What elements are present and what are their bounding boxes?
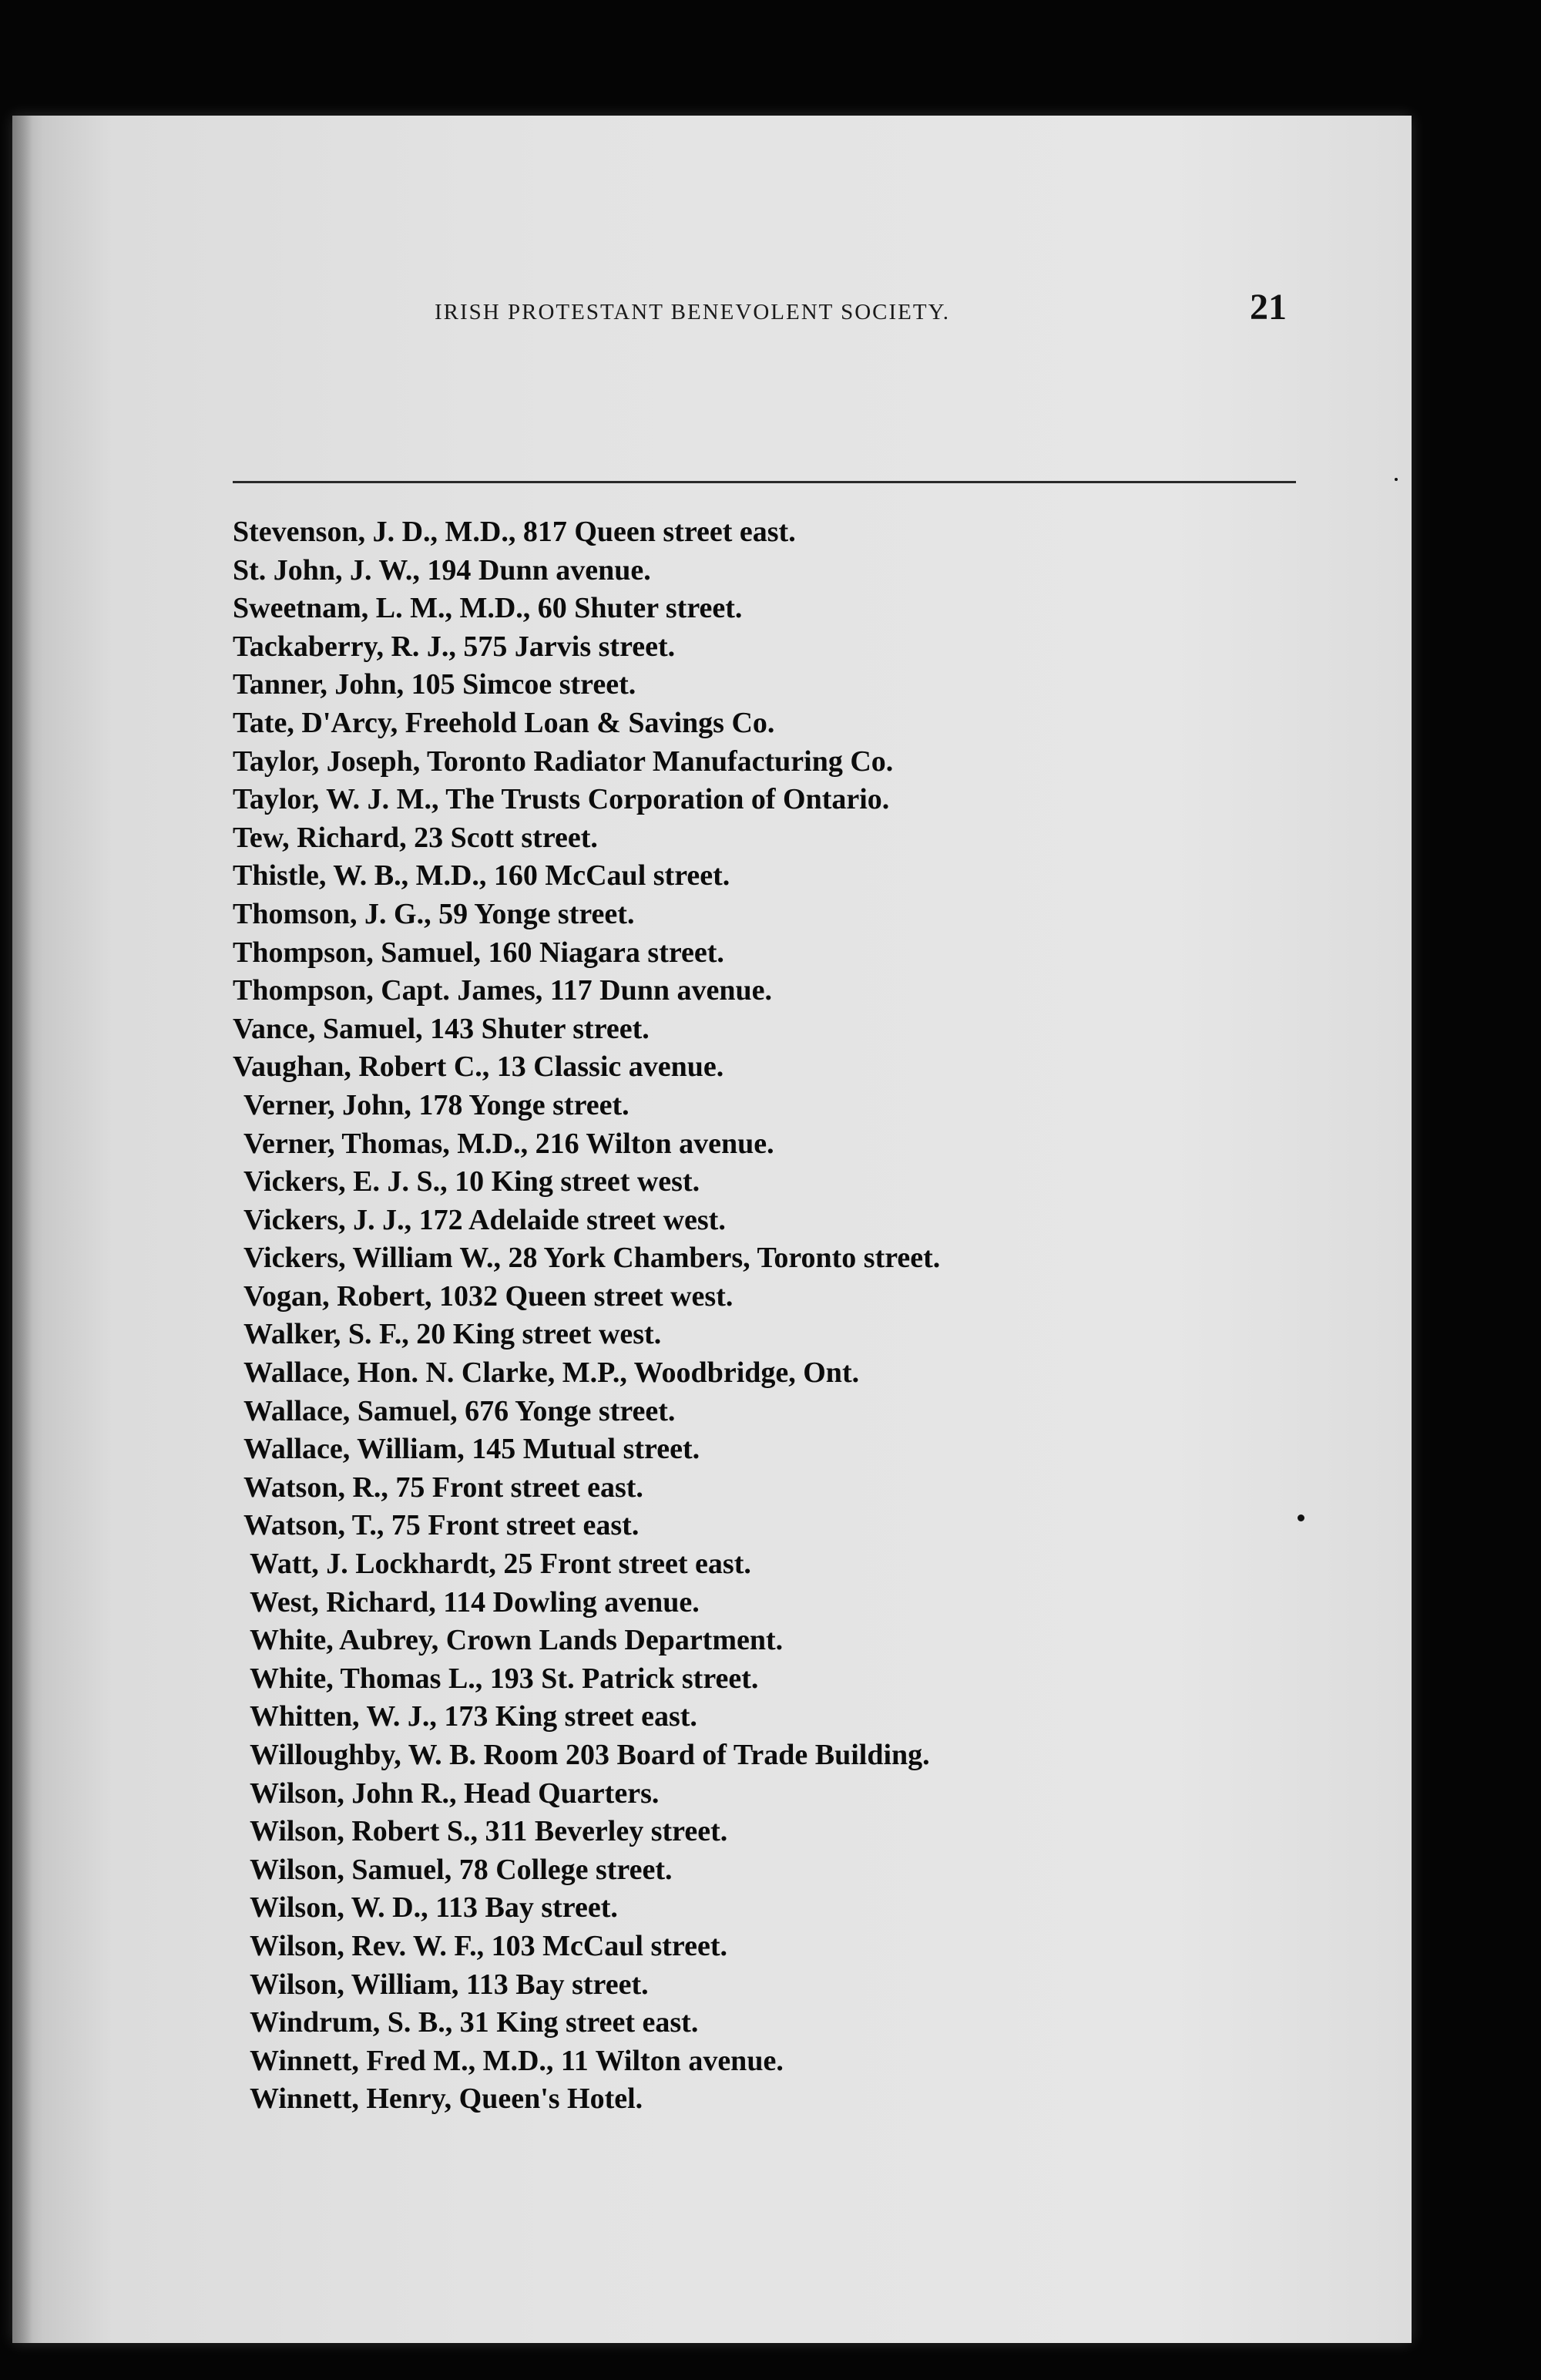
list-item: Wallace, William, 145 Mutual street. — [243, 1433, 700, 1466]
ink-speck — [1395, 478, 1398, 481]
list-item: Tanner, John, 105 Simcoe street. — [233, 668, 636, 701]
list-item: Watson, R., 75 Front street east. — [243, 1471, 643, 1504]
list-item: Windrum, S. B., 31 King street east. — [250, 2006, 699, 2039]
list-item: Verner, Thomas, M.D., 216 Wilton avenue. — [243, 1127, 774, 1160]
list-item: Wilson, Samuel, 78 College street. — [250, 1853, 673, 1886]
list-item: Willoughby, W. B. Room 203 Board of Trade Building. — [250, 1739, 930, 1771]
list-item: Vickers, William W., 28 York Chambers, Toronto street. — [243, 1242, 941, 1275]
list-item: Watson, T., 75 Front street east. — [243, 1509, 640, 1542]
list-item: Wilson, John R., Head Quarters. — [250, 1777, 660, 1810]
list-item: Thompson, Capt. James, 117 Dunn avenue. — [233, 974, 772, 1007]
list-item: Wilson, W. D., 113 Bay street. — [250, 1891, 618, 1925]
list-item: Winnett, Fred M., M.D., 11 Wilton avenue. — [250, 2044, 784, 2077]
list-item: Thompson, Samuel, 160 Niagara street. — [233, 936, 724, 969]
page-number: 21 — [1250, 287, 1287, 328]
list-item: West, Richard, 114 Dowling avenue. — [250, 1585, 700, 1619]
list-item: Wallace, Samuel, 676 Yonge street. — [243, 1394, 676, 1427]
list-item: Taylor, W. J. M., The Trusts Corporation of Ontario. — [233, 783, 890, 816]
list-item: Stevenson, J. D., M.D., 817 Queen street east. — [233, 516, 796, 548]
list-item: Vickers, E. J. S., 10 King street west. — [243, 1165, 700, 1198]
list-item: Wallace, Hon. N. Clarke, M.P., Woodbridge, Ont. — [243, 1356, 860, 1390]
list-item: Tate, D'Arcy, Freehold Loan & Savings Co. — [233, 706, 775, 739]
list-item: St. John, J. W., 194 Dunn avenue. — [233, 553, 651, 587]
list-item: Verner, John, 178 Yonge street. — [243, 1088, 629, 1121]
list-item: Vance, Samuel, 143 Shuter street. — [233, 1012, 650, 1045]
running-title: IRISH PROTESTANT BENEVOLENT SOCIETY. — [435, 300, 951, 324]
list-item: Tackaberry, R. J., 575 Jarvis street. — [233, 630, 676, 663]
list-item: Whitten, W. J., 173 King street east. — [250, 1700, 697, 1733]
list-item: Sweetnam, L. M., M.D., 60 Shuter street. — [233, 592, 743, 625]
member-list — [233, 513, 1311, 2119]
ink-speck — [1298, 1514, 1304, 1521]
list-item: Winnett, Henry, Queen's Hotel. — [250, 2082, 643, 2116]
list-item: Wilson, Robert S., 311 Beverley street. — [250, 1815, 728, 1848]
list-item: Thistle, W. B., M.D., 160 McCaul street. — [233, 859, 730, 892]
header-rule — [233, 481, 1296, 483]
list-item: Walker, S. F., 20 King street west. — [243, 1318, 662, 1351]
scanned-page — [12, 116, 1412, 2343]
list-item: Wilson, Rev. W. F., 103 McCaul street. — [250, 1929, 727, 1962]
list-item: Tew, Richard, 23 Scott street. — [233, 821, 598, 854]
list-item: Vickers, J. J., 172 Adelaide street west. — [243, 1203, 726, 1236]
list-item: Vogan, Robert, 1032 Queen street west. — [243, 1279, 734, 1313]
list-item: White, Thomas L., 193 St. Patrick street. — [250, 1662, 759, 1695]
list-item: Wilson, William, 113 Bay street. — [250, 1968, 649, 2001]
list-item: Watt, J. Lockhardt, 25 Front street east. — [250, 1548, 751, 1581]
list-item: Thomson, J. G., 59 Yonge street. — [233, 897, 635, 930]
list-item: White, Aubrey, Crown Lands Department. — [250, 1624, 784, 1657]
page-header — [418, 286, 1296, 340]
list-item: Taylor, Joseph, Toronto Radiator Manufacturing Co. — [233, 745, 894, 778]
list-item: Vaughan, Robert C., 13 Classic avenue. — [233, 1050, 724, 1084]
